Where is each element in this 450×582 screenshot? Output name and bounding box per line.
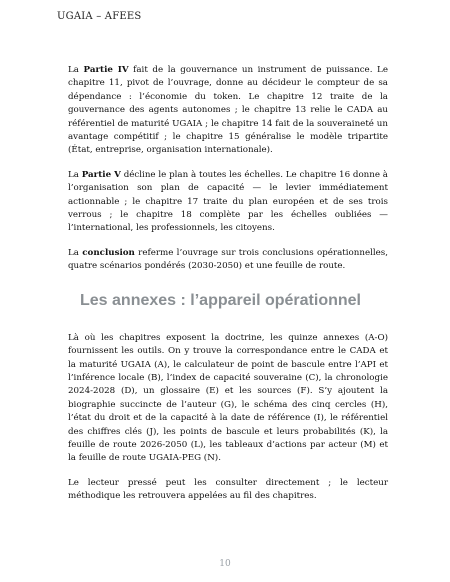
p1-lead: La: [68, 65, 84, 75]
p2-lead: La: [68, 169, 82, 180]
p3-text: referme l’ouvrage sur trois conclusions opérationnelles, quatre scénarios pondérés (2030-2050) et une feuille de route.: [68, 247, 388, 272]
paragraph-reader: Le lecteur pressé peut les consulter directement ; le lecteur méthodique les retrouvera appelées au fil des chapitres.: [68, 477, 388, 502]
paragraph-annexes: Là où les chapitres exposent la doctrine, les quinze annexes (A-O) fournissent les outils. On y trouve la correspondance entre le CADA et la maturité UGAIA (A), le calculateur de point de bascule entre l’API et l’inférence locale (B), l’index de capacité souveraine (C), la chronologie 2024-2028 (D), un glossaire (E) et les sources (F). S’y ajoutent la biographie succincte de l’auteur (G), le schéma des cinq cercles (H), l’état du droit et de la capacité à la date de référence (I), le référentiel des chiffres clés (J), les points de bascule et leurs probabilités (K), la feuille de route 2026-2050 (L), les tableaux d’actions par acteur (M) et la feuille de route UGAIA-PEG (N).: [68, 332, 388, 464]
paragraph-partie-iv: [68, 64, 388, 158]
p3-bold-term: conclusion: [82, 247, 135, 258]
p1-bold-term: Partie IV: [83, 65, 129, 75]
paragraph-conclusion: [68, 247, 388, 274]
page-number: 10: [219, 559, 231, 569]
page-body: [68, 64, 388, 515]
paragraph-partie-v: [68, 169, 388, 236]
p2-text: décline le plan à toutes les échelles. Le chapitre 16 donne à l’organisation son plan de capacité — le levier immédiatement actionnable ; le chapitre 17 traite du plan européen et de ses trois verrous ; le chapitre 18 complète par les échelles oubliées — l’international, les professionnels, les citoyens.: [68, 169, 388, 234]
p2-bold-term: Partie V: [81, 169, 121, 180]
running-header: UGAIA – AFEES: [57, 11, 142, 22]
p3-lead: La: [68, 247, 83, 258]
p1-text: fait de la gouvernance un instrument de puissance. Le chapitre 11, pivot de l’ouvrage, donne au décideur le compteur de sa dépendance : l’économie du token. Le chapitre 12 traite de la gouvernance des agents autonomes ; le chapitre 13 relie le CADA au référentiel de maturité UGAIA ; le chapitre 14 fait de la souveraineté un avantage compétitif ; le chapitre 15 généralise le modèle tripartite (État, entreprise, organisation internationale).: [68, 65, 388, 156]
section-heading: Les annexes : l’appareil opérationnel: [80, 291, 361, 309]
